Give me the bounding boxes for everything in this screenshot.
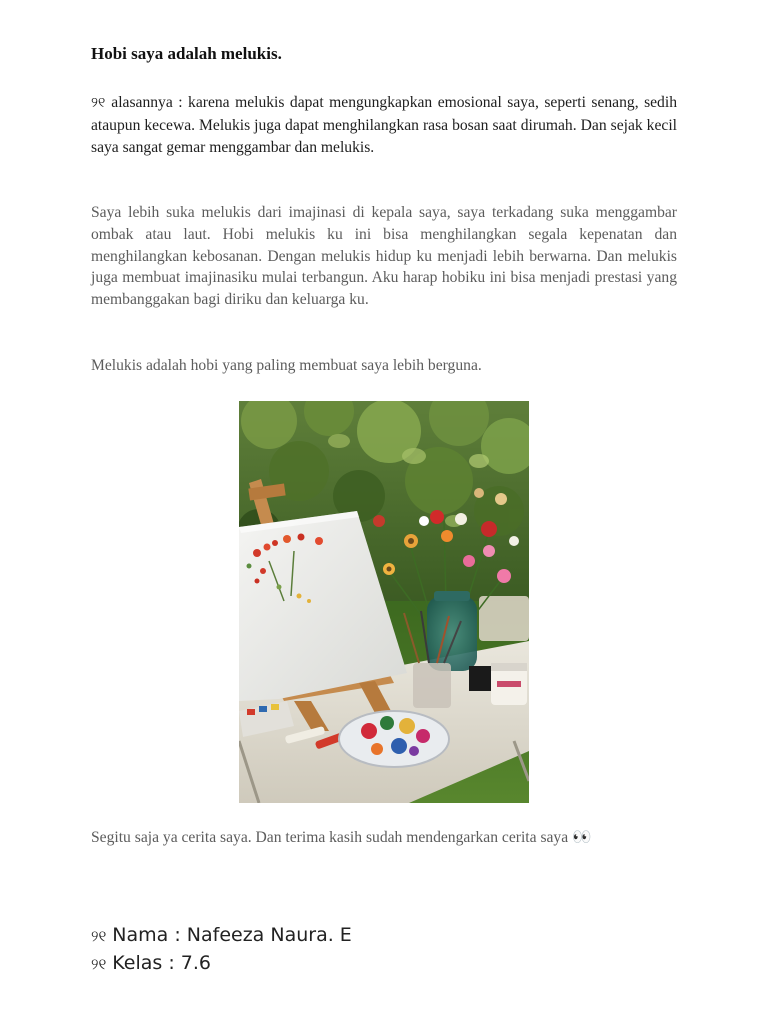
bow-bullet-icon: ୨୧ xyxy=(91,96,106,111)
paragraph-imagination: Saya lebih suka melukis dari imajinasi di kepala saya, saya terkadang suka menggambar ombak atau laut. Hobi melukis ku ini bisa menghilangkan segala kepenatan dan menghilangkan kebosanan. Dengan melukis hidup ku menjadi lebih berwarna. Dan melukis juga membuat imajinasiku mulai terbangun. Aku harap hobiku ini bisa menjadi prestasi yang membanggakan bagi diriku dan keluarga ku. xyxy=(91,204,677,309)
paragraph-closing xyxy=(91,827,677,849)
paragraph-closing-text: Segitu saja ya cerita saya. Dan terima kasih sudah mendengarkan cerita saya xyxy=(91,829,569,846)
paragraph-reason-text: alasannya : karena melukis dapat mengungkapkan emosional saya, seperti senang, sedih ataupun kecewa. Melukis juga dapat menghilangkan rasa bosan saat dirumah. Dan sejak kecil saya sangat gemar menggambar dan melukis. xyxy=(91,94,677,156)
eyes-emoji-icon: 👀 xyxy=(572,829,592,846)
painting-easel-photo xyxy=(239,401,529,803)
bow-bullet-icon: ୨୧ xyxy=(91,927,107,945)
bow-bullet-icon: ୨୧ xyxy=(91,955,107,973)
class-line xyxy=(91,952,211,974)
name-line xyxy=(91,924,352,946)
document-title: Hobi saya adalah melukis. xyxy=(91,44,282,63)
paragraph-reason xyxy=(91,92,677,158)
paragraph-summary: Melukis adalah hobi yang paling membuat saya lebih berguna. xyxy=(91,357,482,374)
class-text: Kelas : 7.6 xyxy=(112,952,212,974)
name-text: Nama : Nafeeza Naura. E xyxy=(112,924,352,946)
